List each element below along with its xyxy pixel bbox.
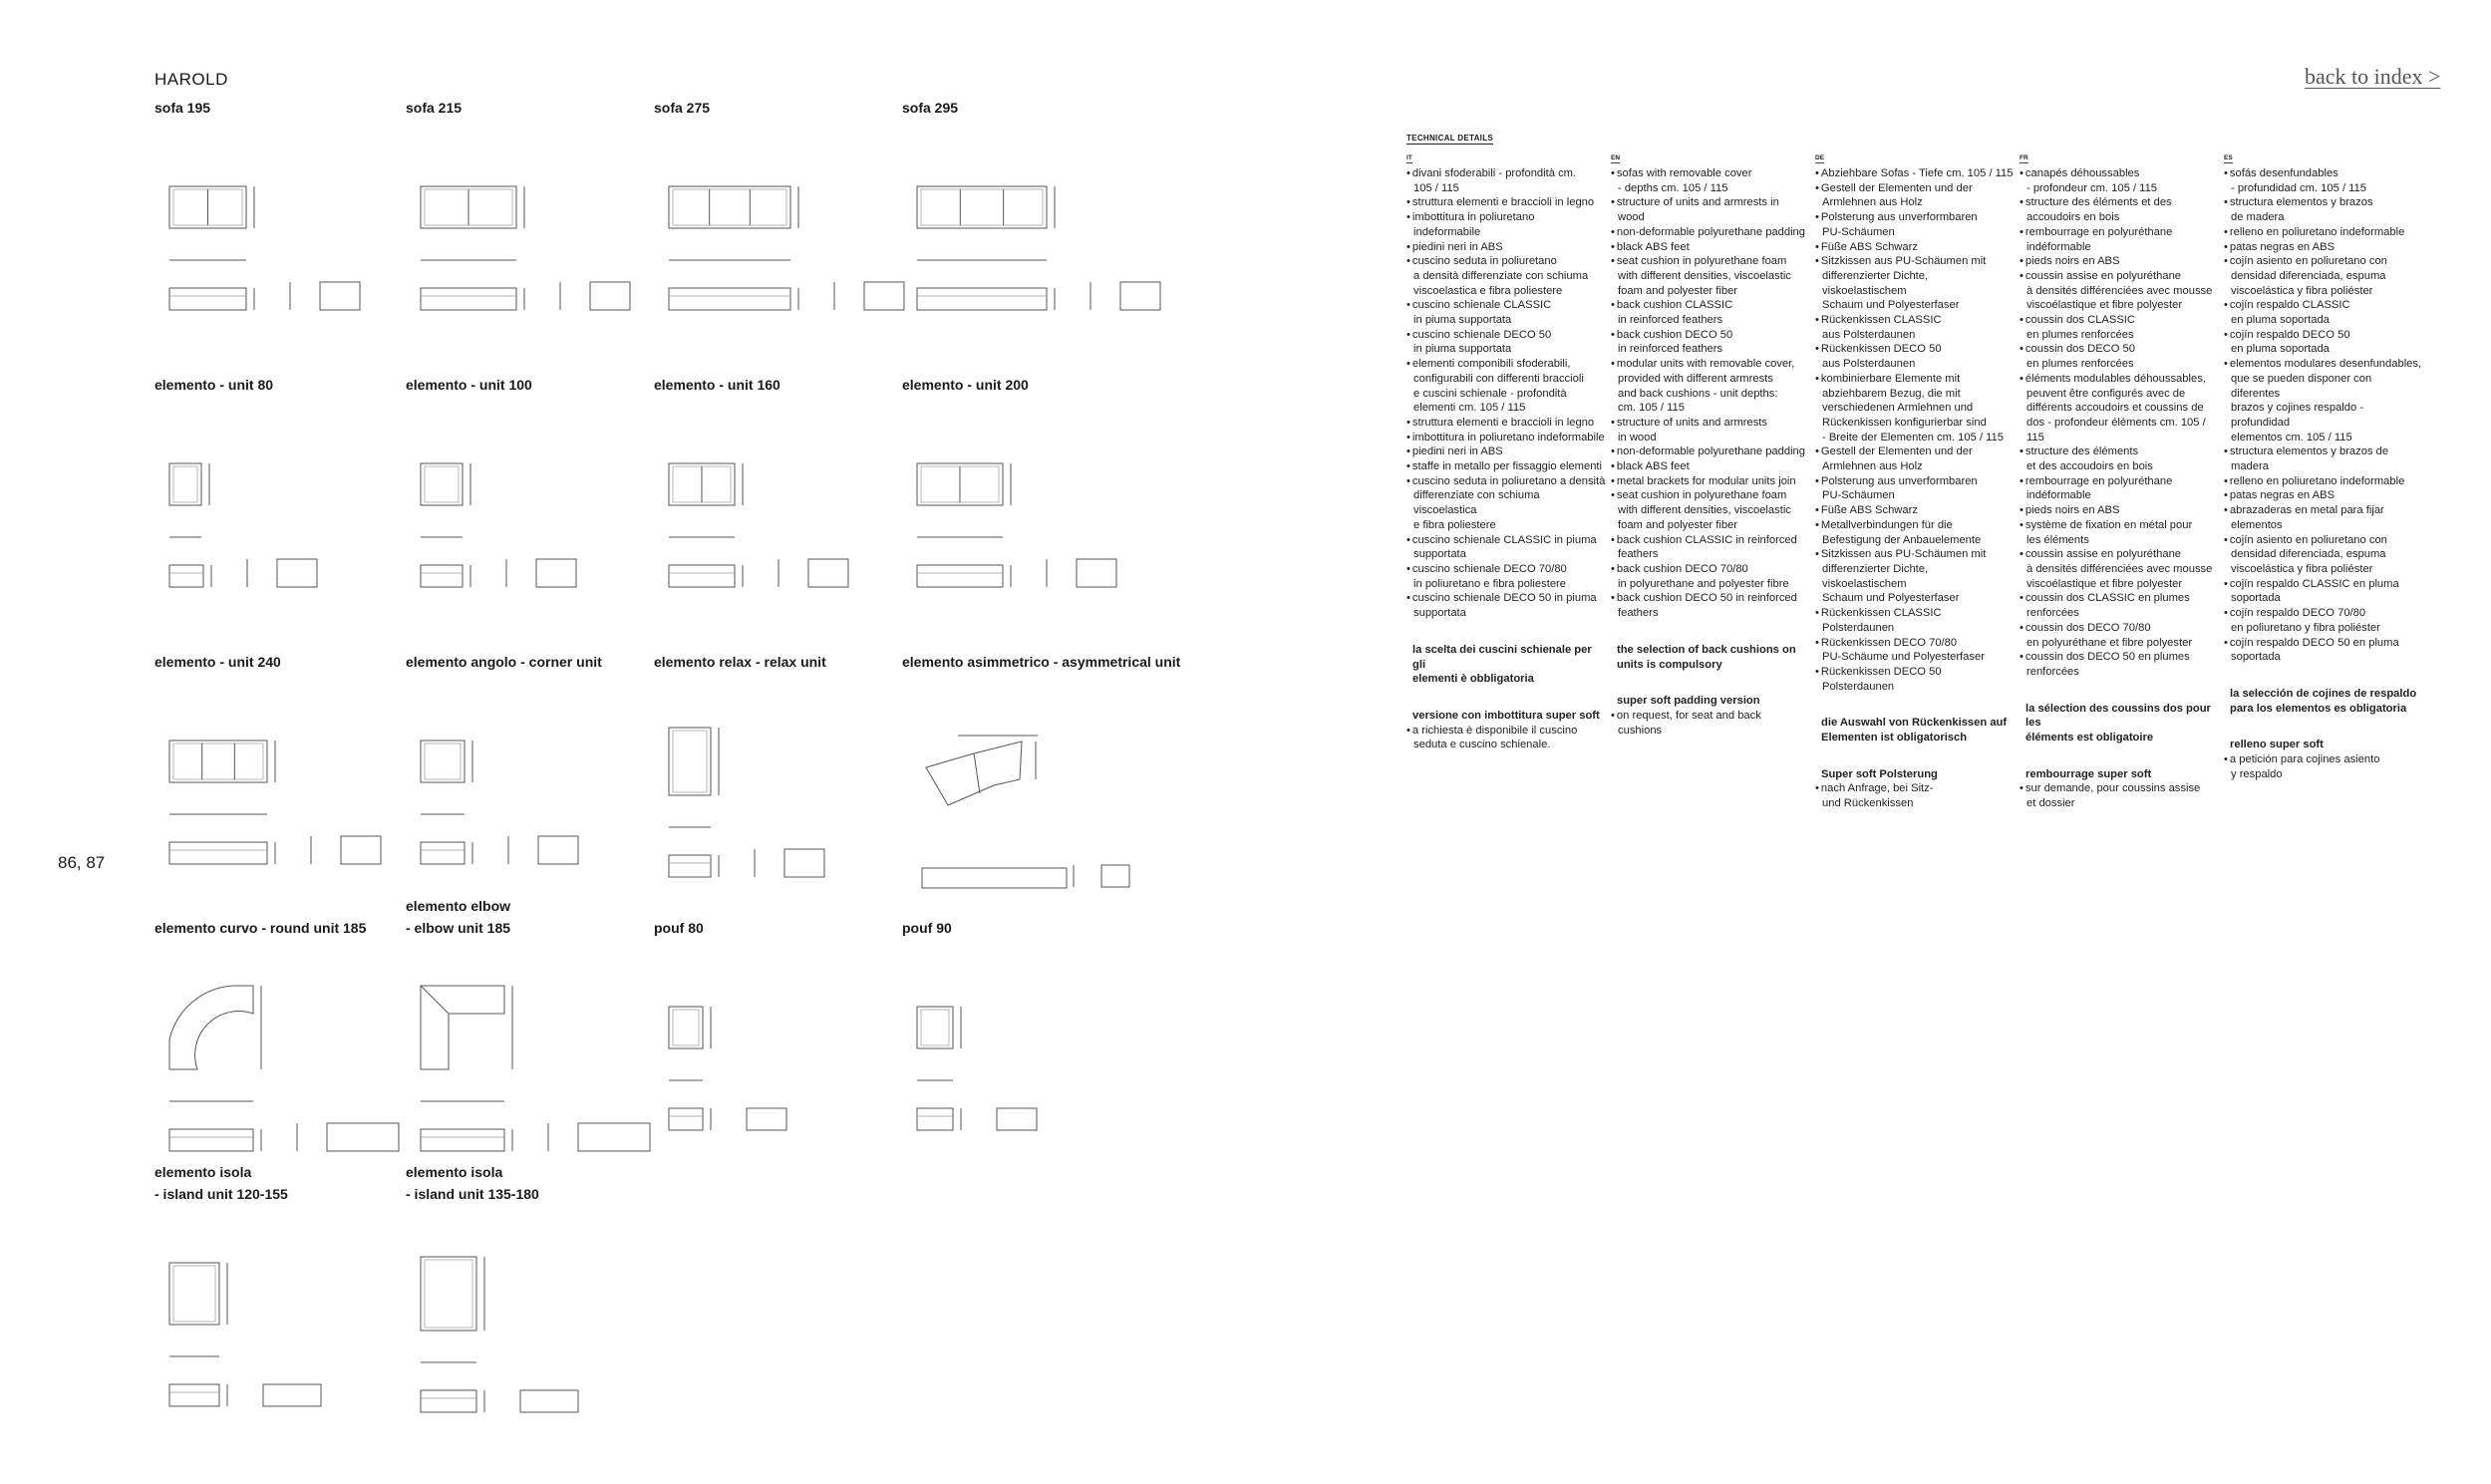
spec-item: • piedini neri in ABS [1406,240,1606,255]
plan-seat [173,743,263,779]
unit-label: elemento asimmetrico - asymmetrical unit [902,654,1181,670]
spec-item: • cojín asiento en poliuretano con densidad diferenciada, espuma viscoelástica y fibra poliéster [2224,533,2423,577]
spec-item: • cojín respaldo CLASSIC en pluma soportada [2224,577,2423,606]
front-view [917,1108,953,1130]
spec-item: • structure of units and armrests in wood [1611,195,1810,224]
spec-item: • canapés déhoussables - profondeur cm. 105 / 115 [2020,166,2219,195]
front-view [169,842,267,864]
language-code: IT [1406,154,1412,161]
language-code: ES [2224,154,2233,161]
tech-column-fr [2020,149,2219,811]
side-view [341,836,381,864]
spec-list [1406,357,1606,621]
asym-plan [926,736,1038,805]
spec-item: • Gestell der Elementen und der Armlehnen aus Holz [1815,445,2015,473]
unit-label: sofa 195 [155,100,211,116]
spec-item: • structura elementos y brazos de madera [2224,445,2423,473]
spec-list [2224,752,2423,781]
back-to-index-link[interactable]: back to index > [2305,64,2441,89]
front-view [169,1384,219,1406]
compulsory-note: la selección de cojines de respaldo para los elementos es obligatoria [2230,687,2417,715]
spec-item: • a petición para cojines asiento y respaldo [2224,752,2423,781]
spec-item: • système de fixation en métal pour les éléments [2020,518,2219,547]
spec-item: • cojín respaldo DECO 70/80 en poliuretano y fibra poliéster [2224,606,2423,635]
spec-item: • Abziehbare Sofas - Tiefe cm. 105 / 115 [1815,166,2015,181]
spec-list [1611,357,1810,621]
spec-item: • metal brackets for modular units join [1611,474,1810,489]
unit-drawing [902,122,1146,381]
spec-item: • black ABS feet [1611,240,1810,255]
front-view [917,565,1003,587]
unit-drawing [654,676,898,935]
plan-outline [169,1263,219,1325]
unit-drawing [155,122,399,381]
unit-label: sofa 215 [406,100,463,116]
front-view [421,565,463,587]
unit-drawing [902,942,1146,1201]
spec-item: • éléments modulables déhoussables, peuvent être configurés avec de différents accoudoirs et coussins de dos - profondeur éléments cm. 105 / 115 [2020,372,2219,445]
spec-item: • coussin dos CLASSIC en plumes renforcées [2020,313,2219,342]
plan-seat [921,189,1043,225]
spec-item: • structure des éléments et des accoudoirs en bois [2020,195,2219,224]
compulsory-note: the selection of back cushions on units is compulsory [1617,643,1796,671]
spec-list [1815,781,2015,810]
unit-drawing [155,399,399,658]
spec-list [2224,357,2423,665]
spec-item: • Metallverbindungen für die Befestigung der Anbauelemente [1815,518,2015,547]
unit-label: pouf 90 [902,920,952,936]
side-view [327,1123,399,1151]
plan-seam [974,753,980,793]
front-view [421,288,516,310]
unit-drawing [155,1208,399,1467]
spec-list [1611,166,1810,357]
spec-list [1815,166,2015,372]
plan-seat [673,189,786,225]
tech-column-de [1815,149,2015,811]
plan-outline [669,186,790,228]
spec-item: • non-deformable polyurethane padding [1611,445,1810,459]
tech-column-en [1611,149,1810,738]
page-title: HAROLD [155,70,228,89]
front-view [669,565,735,587]
spec-item: • struttura elementi e braccioli in legno [1406,195,1606,210]
spec-item: • Polsterung aus unverformbaren PU-Schäumen [1815,210,2015,239]
spec-item: • pieds noirs en ABS [2020,254,2219,269]
unit-label: sofa 295 [902,100,959,116]
plan-outline [669,1007,703,1048]
plan-seat [673,1010,699,1045]
spec-item: • cuscino seduta in poliuretano a densità differenziate con schiuma viscoelastica e fibra poliestere [1406,474,1606,533]
plan-outline [421,463,463,505]
front-view [169,565,203,587]
spec-item: • seat cushion in polyurethane foam with different densities, viscoelastic foam and polyester fiber [1611,254,1810,298]
plan-seat [425,466,459,502]
super-soft-heading: rembourrage super soft [2025,767,2152,780]
spec-item: • sofás desenfundables - profundidad cm. 105 / 115 [2224,166,2423,195]
plan-outline [169,986,253,1069]
plan-seat [173,1266,215,1322]
spec-item: • structura elementos y brazos de madera [2224,195,2423,224]
side-view [536,559,576,587]
plan-outline [917,186,1047,228]
spec-item: • coussin assise en polyuréthane à densités différenciées avec mousse viscoélastique et fibre polyester [2020,269,2219,313]
spec-item: • structure of units and armrests in wood [1611,416,1810,445]
spec-item: • relleno en poliuretano indeformable [2224,225,2423,240]
front-view [169,288,246,310]
unit-label: elemento - unit 80 [155,377,274,393]
unit-drawing [406,1208,650,1467]
spec-item: • on request, for seat and back cushions [1611,709,1810,738]
side-view [1120,282,1160,310]
unit-label: elemento - unit 200 [902,377,1029,393]
unit-drawing [155,676,399,935]
plan-outline [169,463,201,505]
spec-item: • Rückenkissen DECO 50 aus Polsterdaunen [1815,342,2015,371]
spec-item: • cuscino schienale DECO 70/80 in poliuretano e fibra poliestere [1406,562,1606,591]
super-soft-heading: versione con imbottitura super soft [1412,709,1600,722]
spec-item: • coussin dos DECO 70/80 en polyuréthane et fibre polyester [2020,621,2219,650]
front-view [421,842,465,864]
spec-item: • modular units with removable cover, provided with different armrests and back cushions - unit depths: cm. 105 / 115 [1611,357,1810,416]
spec-item: • back cushion DECO 50 in reinforced feathers [1611,591,1810,620]
unit-label: elemento isola - island unit 120-155 [155,1164,288,1202]
front-view [669,855,711,877]
front-view [421,1390,476,1412]
language-code: EN [1611,154,1621,161]
spec-item: • cojín respaldo DECO 50 en pluma soportada [2224,328,2423,357]
spec-list [1815,372,2015,694]
side-view [997,1108,1037,1130]
unit-label: sofa 275 [654,100,711,116]
spec-item: • pieds noirs en ABS [2020,503,2219,518]
spec-item: • Füße ABS Schwarz [1815,240,2015,255]
front-view [917,288,1047,310]
side-view [784,849,824,877]
unit-drawing [654,399,898,658]
spec-item: • staffe in metallo per fissaggio elementi [1406,459,1606,474]
unit-label: elemento angolo - corner unit [406,654,602,670]
side-view [808,559,848,587]
unit-label: elemento - unit 100 [406,377,532,393]
side-view [277,559,317,587]
front-view [421,1129,504,1151]
compulsory-note: die Auswahl von Rückenkissen auf Elementen ist obligatorisch [1821,717,2008,744]
spec-item: • nach Anfrage, bei Sitz- und Rückenkissen [1815,781,2015,810]
unit-drawing [654,942,898,1201]
spec-list [1611,709,1810,738]
unit-label: elemento elbow - elbow unit 185 [406,898,511,936]
spec-item: • Rückenkissen DECO 70/80 PU-Schäume und Polyesterfaser [1815,636,2015,665]
compulsory-note: la scelta dei cuscini schienale per gli elementi è obbligatoria [1412,643,1592,686]
plan-outline [669,728,711,795]
unit-drawing [406,399,650,658]
spec-item: • back cushion DECO 70/80 in polyurethane and polyester fibre [1611,562,1810,591]
product-drawings [0,0,1196,1484]
spec-item: • sur demande, pour coussins assise et dossier [2020,781,2219,810]
spec-item: • rembourrage en polyuréthane indéformable [2020,225,2219,254]
spec-item: • Gestell der Elementen und der Armlehnen aus Holz [1815,181,2015,210]
unit-drawing [902,399,1146,658]
spec-item: • elementi componibili sfoderabili, configurabili con differenti braccioli e cuscini schienale - profondità elementi cm. 105 / 115 [1406,357,1606,416]
spec-item: • coussin assise en polyuréthane à densités différenciées avec mousse viscoélastique et fibre polyester [2020,547,2219,591]
spec-list [2020,781,2219,810]
plan-seam [421,986,449,1014]
side-view [263,1384,321,1406]
spec-item: • struttura elementi e braccioli in legno [1406,416,1606,431]
spec-item: • rembourrage en polyuréthane indéformable [2020,474,2219,503]
spec-item: • coussin dos DECO 50 en plumes renforcées [2020,650,2219,679]
unit-label: elemento - unit 240 [155,654,281,670]
page-numbers: 86, 87 [58,853,106,872]
spec-list [1406,166,1606,357]
plan-outline [917,1007,953,1048]
plan-outline [169,741,267,782]
front-view [169,1129,253,1151]
spec-item: • a richiesta è disponibile il cuscino seduta e cuscino schienale. [1406,724,1606,752]
spec-list [2224,166,2423,357]
spec-item: • cojín asiento en poliuretano con densidad diferenciada, espuma viscoelástica y fibra poliéster [2224,254,2423,298]
spec-item: • relleno en poliuretano indeformable [2224,474,2423,489]
plan-outline [421,741,465,782]
spec-item: • back cushion CLASSIC in reinforced feathers [1611,533,1810,562]
spec-item: • cuscino schienale DECO 50 in piuma supportata [1406,328,1606,357]
plan-seat [425,1260,472,1328]
spec-item: • Füße ABS Schwarz [1815,503,2015,518]
spec-item: • cuscino schienale DECO 50 in piuma supportata [1406,591,1606,620]
spec-item: • cojín respaldo CLASSIC en pluma soportada [2224,298,2423,327]
spec-item: • patas negras en ABS [2224,240,2423,255]
side-view [520,1390,578,1412]
plan-seat [673,731,707,792]
spec-item: • cuscino schienale CLASSIC in piuma supportata [1406,533,1606,562]
spec-item: • coussin dos CLASSIC en plumes renforcées [2020,591,2219,620]
side-view [320,282,360,310]
spec-item: • piedini neri in ABS [1406,445,1606,459]
compulsory-note: la sélection des coussins dos pour les éléments est obligatoire [2025,702,2211,744]
side-view [747,1108,786,1130]
plan-seat [173,466,197,502]
spec-item: • black ABS feet [1611,459,1810,474]
spec-list [2020,166,2219,372]
language-code: FR [2020,154,2028,161]
unit-label: elemento isola - island unit 135-180 [406,1164,539,1202]
spec-item: • imbottitura in poliuretano indeformabile [1406,210,1606,239]
super-soft-heading: Super soft Polsterung [1821,767,1938,780]
spec-item: • back cushion CLASSIC in reinforced feathers [1611,298,1810,327]
spec-item: • seat cushion in polyurethane foam with different densities, viscoelastic foam and polyester fiber [1611,488,1810,532]
side-view [578,1123,650,1151]
unit-label: elemento curvo - round unit 185 [155,920,367,936]
spec-item: • non-deformable polyurethane padding [1611,225,1810,240]
technical-details-heading: TECHNICAL DETAILS [1406,134,1494,143]
front-view [922,868,1067,888]
plan-seat [921,1010,949,1045]
side-view [538,836,578,864]
unit-drawing [654,122,898,381]
spec-item: • cojín respaldo DECO 50 en pluma soportada [2224,636,2423,665]
plan-outline [926,742,1022,805]
side-view [590,282,630,310]
spec-item: • patas negras en ABS [2224,488,2423,503]
spec-item: • elementos modulares desenfundables, que se pueden disponer con diferentes brazos y cojines respaldo - profundidad elementos cm. 105 / 115 [2224,357,2423,445]
spec-list [2020,372,2219,680]
spec-item: • divani sfoderabili - profondità cm. 105 / 115 [1406,166,1606,195]
spec-item: • kombinierbare Elemente mit abziehbarem Bezug, die mit verschiedenen Armlehnen und Rückenkissen konfigurierbar sind - Breite der Elementen cm. 105 / 115 [1815,372,2015,445]
tech-column-it [1406,149,1606,752]
unit-label: elemento relax - relax unit [654,654,826,670]
spec-item: • Polsterung aus unverformbaren PU-Schäumen [1815,474,2015,503]
unit-label: elemento - unit 160 [654,377,780,393]
plan-outline [421,1257,476,1331]
spec-item: • Sitzkissen aus PU-Schäumen mit differenzierter Dichte, viskoelastischem Schaum und Polyesterfaser [1815,254,2015,313]
side-view [1101,865,1129,887]
spec-item: • imbottitura in poliuretano indeformabile [1406,431,1606,445]
spec-item: • cuscino seduta in poliuretano a densità differenziate con schiuma viscoelastica e fibra poliestere [1406,254,1606,298]
spec-item: • cuscino schienale CLASSIC in piuma supportata [1406,298,1606,327]
spec-item: • Rückenkissen CLASSIC aus Polsterdaunen [1815,313,2015,342]
spec-item: • abrazaderas en metal para fijar elementos [2224,503,2423,532]
spec-item: • coussin dos DECO 50 en plumes renforcées [2020,342,2219,371]
side-view [864,282,904,310]
super-soft-heading: relleno super soft [2230,739,2324,751]
side-view [1077,559,1116,587]
spec-item: • Rückenkissen DECO 50 Polsterdaunen [1815,665,2015,694]
unit-drawing [902,676,1146,935]
spec-item: • Rückenkissen CLASSIC Polsterdaunen [1815,606,2015,635]
spec-item: • back cushion DECO 50 in reinforced feathers [1611,328,1810,357]
unit-label: pouf 80 [654,920,704,936]
spec-item: • Sitzkissen aus PU-Schäumen mit differenzierter Dichte, viskoelastischem Schaum und Polyesterfaser [1815,547,2015,606]
tech-column-es [2224,149,2423,781]
spec-item: • structure des éléments et des accoudoirs en bois [2020,445,2219,473]
language-code: DE [1815,154,1825,161]
unit-drawing [406,122,650,381]
spec-list [1406,724,1606,752]
front-view [669,288,790,310]
spec-item: • sofas with removable cover - depths cm. 105 / 115 [1611,166,1810,195]
super-soft-heading: super soft padding version [1617,695,1760,708]
plan-seat [425,743,461,779]
front-view [669,1108,703,1130]
